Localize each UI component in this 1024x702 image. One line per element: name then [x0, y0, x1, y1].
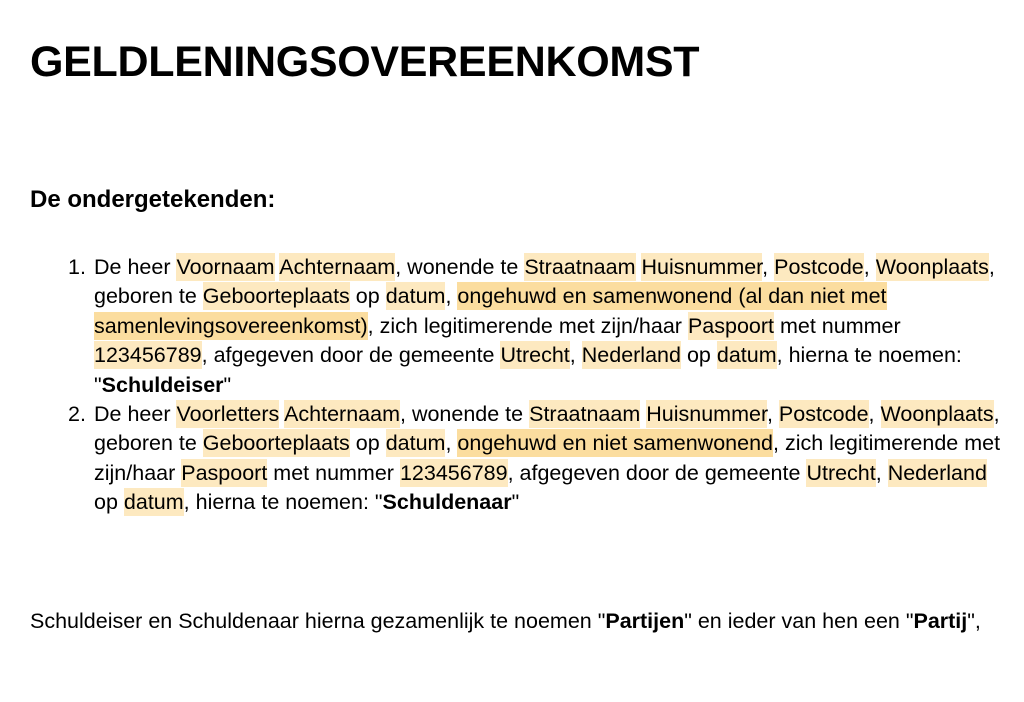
party-item-1: 1. De heer Voornaam Achternaam, wonende te Straatnaam Huisnummer, Postcode, Woonplaats, geboren te Geboorteplaats op datum, ongehuwd en samenwonend (al dan niet met samenlevingsovereenkomst), zich legitimerende met zijn/haar Paspoort met nummer 123456789, afgegeven door de gemeente Utrecht, Nederland op datum, hierna te noemen: "Schuldeiser" [68, 255, 995, 397]
first-name-field[interactable]: Voornaam [176, 255, 275, 279]
id-number-field[interactable]: 123456789 [399, 460, 508, 485]
city-field[interactable]: Woonplaats [880, 402, 994, 427]
static-text: zich legitimerende met zijn/haar [379, 313, 682, 338]
static-text: wonende te [407, 255, 519, 279]
street-field[interactable]: Straatnaam [529, 402, 641, 427]
party-number: 2. [68, 402, 86, 427]
birthplace-field[interactable]: Geboorteplaats [202, 431, 350, 456]
street-field[interactable]: Straatnaam [524, 255, 636, 279]
static-text: afgegeven door de gemeente [519, 460, 801, 485]
postcode-field[interactable]: Postcode [778, 402, 869, 427]
postcode-field[interactable]: Postcode [774, 255, 864, 279]
issue-country-field[interactable]: Nederland [887, 460, 987, 485]
last-name-field[interactable]: Achternaam [284, 402, 400, 427]
static-text: geboren te [94, 284, 197, 309]
birthplace-field[interactable]: Geboorteplaats [202, 284, 350, 309]
parties-term: Partijen [605, 609, 685, 633]
party-number: 1. [68, 255, 86, 279]
parties-heading: De ondergetekenden: [30, 186, 276, 213]
static-text: op [94, 490, 118, 515]
static-text: op [355, 284, 380, 309]
static-text: hierna te noemen: [788, 343, 962, 368]
initials-field[interactable]: Voorletters [176, 402, 280, 427]
static-text: met nummer [779, 313, 901, 338]
id-type-field[interactable]: Paspoort [687, 313, 774, 338]
static-text: geboren te [94, 431, 197, 456]
birth-date-field[interactable]: datum [385, 431, 446, 456]
static-text: met nummer [273, 460, 394, 485]
issue-date-field[interactable]: datum [123, 490, 184, 515]
static-text: op [355, 431, 380, 456]
role-term: Schuldenaar [382, 490, 512, 515]
salutation: De heer [94, 255, 171, 279]
issue-city-field[interactable]: Utrecht [806, 460, 876, 485]
id-type-field[interactable]: Paspoort [181, 460, 268, 485]
party-term: Partij [913, 609, 968, 633]
role-term: Schuldeiser [101, 372, 224, 397]
static-text: afgegeven door de gemeente [213, 343, 495, 368]
marital-status-field[interactable]: ongehuwd en samenwonend (al dan niet met samenlevingsovereenkomst) [94, 284, 887, 338]
marital-status-field[interactable]: ongehuwd en niet samenwonend [457, 431, 773, 456]
issue-date-field[interactable]: datum [716, 343, 777, 368]
static-text: Schuldeiser en Schuldenaar hierna gezamenlijk te noemen [30, 609, 592, 633]
city-field[interactable]: Woonplaats [875, 255, 989, 279]
house-number-field[interactable]: Huisnummer [646, 402, 767, 427]
document-title: GELDLENINGSOVEREENKOMST [30, 38, 700, 86]
salutation: De heer [94, 402, 171, 427]
static-text: zich legitimerende met zijn/haar [94, 431, 1001, 485]
last-name-field[interactable]: Achternaam [279, 255, 396, 279]
static-text: wonende te [411, 402, 524, 427]
parties-list [68, 253, 1008, 518]
static-text: hierna te noemen: [195, 490, 369, 515]
id-number-field[interactable]: 123456789 [94, 343, 202, 368]
house-number-field[interactable]: Huisnummer [641, 255, 763, 279]
issue-country-field[interactable]: Nederland [581, 343, 681, 368]
birth-date-field[interactable]: datum [385, 284, 446, 309]
issue-city-field[interactable]: Utrecht [500, 343, 570, 368]
static-text: en ieder van hen een [697, 609, 900, 633]
party-item-2: 2. De heer Voorletters Achternaam, wonende te Straatnaam Huisnummer, Postcode, Woonplaats, geboren te Geboorteplaats op datum, ongehuwd en niet samenwonend, zich legitimerende met zijn/haar Paspoort met nummer 123456789, afgegeven door de gemeente Utrecht, Nederland op datum, hierna te noemen: "Schuldenaar" [68, 402, 1001, 515]
static-text: op [686, 343, 711, 368]
closing-paragraph: Schuldeiser en Schuldenaar hierna gezamenlijk te noemen "Partijen" en ieder van hen een "Partij", [30, 609, 981, 633]
